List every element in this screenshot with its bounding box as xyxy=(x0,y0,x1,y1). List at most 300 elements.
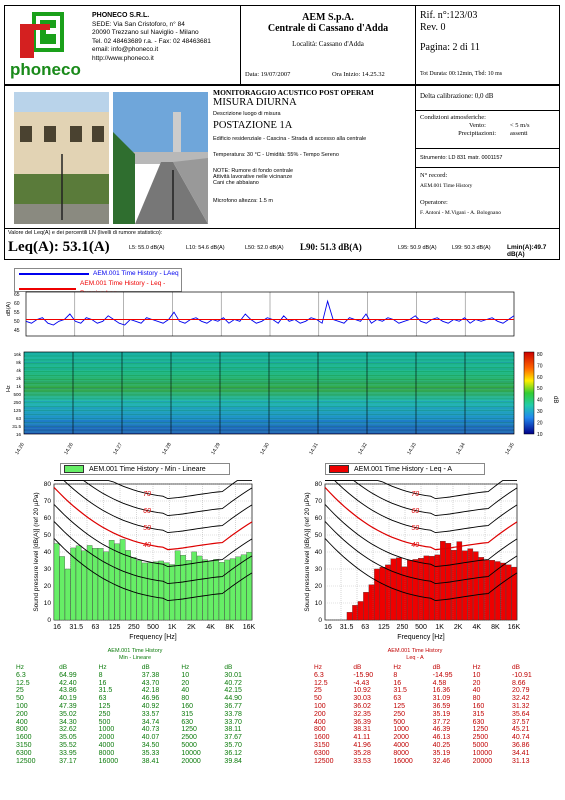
table-row xyxy=(312,719,550,727)
th-ylabel: dB(A) xyxy=(6,301,12,316)
spec-xtick: 14.32 xyxy=(357,442,369,456)
legend-min-lineare: AEM.001 Time History - Min - Lineare xyxy=(89,465,206,473)
contour-label: 70 xyxy=(411,490,420,498)
spectrum-bar xyxy=(473,552,478,620)
table-cell: 42.15 xyxy=(224,687,242,695)
spectrum-bar xyxy=(440,541,445,620)
colorbar-tick: 10 xyxy=(537,431,543,438)
table-cell: 63 xyxy=(393,695,402,703)
record-block xyxy=(420,171,472,191)
table-cell: 6300 xyxy=(16,749,32,757)
spec-ytick: 2k xyxy=(16,376,21,381)
spectrum-bar xyxy=(369,585,374,620)
survey-divider xyxy=(415,85,416,228)
table-cell: 125 xyxy=(393,702,405,710)
contour-label: 40 xyxy=(411,541,420,549)
spectrum-bar xyxy=(197,556,202,620)
colorbar-tick: 50 xyxy=(537,386,543,393)
colorbar-tick: 20 xyxy=(537,420,543,427)
table-cell: 4000 xyxy=(393,741,409,749)
table-header-cell: Hz xyxy=(472,664,481,671)
table-cell: 1250 xyxy=(472,726,489,734)
spectrum-bar xyxy=(159,561,164,620)
table-header-cell: dB xyxy=(224,664,233,671)
operator-label: Operatore: xyxy=(420,199,448,206)
survey-title-1: MONITORAGGIO ACUSTICO POST OPERAM xyxy=(213,88,374,97)
table-cell: 35.19 xyxy=(432,710,451,718)
table-cell: 400 xyxy=(16,718,28,726)
table-cell: 8 xyxy=(98,671,103,679)
table-cell: 37.17 xyxy=(59,757,77,765)
spec-xtick: 14.31 xyxy=(308,442,320,456)
spectrum-bar xyxy=(87,545,92,620)
rain-label: Precipitazioni: xyxy=(458,130,496,137)
start-time-label: Ora Inizio: 14.25.32 xyxy=(332,71,385,78)
table-cell: 47.39 xyxy=(59,702,77,710)
table-cell: 37.67 xyxy=(224,734,242,742)
leq-value: Leq(A): 53.1(A) xyxy=(8,239,110,255)
photo-building xyxy=(14,92,109,224)
table-cell: 200 xyxy=(16,710,28,718)
table-row xyxy=(312,672,550,680)
levels-caption: Valore del Leq(A) e dei percentili LN (livelli di rumore statistico): xyxy=(8,230,163,236)
table-cell: 33.53 xyxy=(353,757,371,765)
spec-ytick: 4k xyxy=(16,368,21,373)
table-cell: 38.11 xyxy=(224,726,242,734)
mic-height: Microfono altezza: 1.5 m xyxy=(213,198,273,204)
table-cell: 46.13 xyxy=(432,734,451,742)
table-row xyxy=(312,726,550,734)
doc-page: Pagina: 2 di 11 xyxy=(420,42,480,53)
table-cell: 6.3 xyxy=(314,671,324,679)
company-email: email: info@phoneco.it xyxy=(92,46,159,53)
table-left xyxy=(14,664,262,765)
table-cell: 10000 xyxy=(472,749,493,757)
spectrum-xtick: 8K xyxy=(225,624,235,631)
spectrum-ytick: 0 xyxy=(47,617,51,624)
spectrum-bar xyxy=(241,555,246,620)
table-cell: 36.39 xyxy=(353,718,371,726)
spectrum-bar xyxy=(468,549,473,620)
table-cell: 6300 xyxy=(314,749,330,757)
atmos-label: Condizioni atmosferiche: xyxy=(420,114,486,121)
table-row xyxy=(312,734,550,742)
table-right-title-2: Leq - A xyxy=(406,655,424,661)
spectrum-xtick: 4K xyxy=(206,624,215,631)
table-cell: 34.74 xyxy=(141,718,160,726)
table-row xyxy=(312,750,550,758)
operator-value: F. Antoni - M.Vigani - A. Bolognano xyxy=(420,210,501,216)
table-cell: 31.5 xyxy=(393,687,407,695)
table-left-title xyxy=(20,648,250,662)
table-cell: 8 xyxy=(393,671,398,679)
table-cell: 38.41 xyxy=(141,757,160,765)
table-cell: 20 xyxy=(181,679,190,687)
table-cell: 200 xyxy=(314,710,326,718)
spectrum-ytick: 30 xyxy=(314,566,322,573)
spectrum-ytick: 40 xyxy=(314,549,322,556)
th-ytick-2: 55 xyxy=(14,310,20,316)
company-phone: Tel. 02 48463689 r.a. - Fax: 02 48463681 xyxy=(92,37,211,45)
spectrum-ytick: 60 xyxy=(43,515,51,522)
table-cell: 37.57 xyxy=(511,718,530,726)
spectrum-bar xyxy=(120,539,125,620)
spectrum-bar xyxy=(407,560,412,620)
table-row xyxy=(14,758,262,766)
table-cell: 30.01 xyxy=(224,671,242,679)
table-cell: 46.39 xyxy=(432,726,451,734)
table-header-cell: dB xyxy=(432,664,441,671)
lmin-value: Lmin(A):49.7 dB(A) xyxy=(507,244,547,258)
spectrum-ytick: 30 xyxy=(43,566,51,573)
spectrum-bar xyxy=(501,563,506,620)
doc-info xyxy=(420,10,480,54)
table-cell: 8000 xyxy=(98,749,115,757)
colorbar-label: dB xyxy=(552,396,558,404)
spec-xtick: 14.26 xyxy=(14,442,26,456)
table-cell: 31.5 xyxy=(98,687,113,695)
table-cell: 40.73 xyxy=(141,726,160,734)
survey-details xyxy=(213,88,413,204)
table-header-row xyxy=(14,664,262,672)
spectrum-xtick: 500 xyxy=(415,624,427,631)
legend-running-leq: AEM.001 Time History - Leq - xyxy=(80,280,166,287)
table-cell: 38.31 xyxy=(353,726,371,734)
doc-rev: Rev. 0 xyxy=(420,22,446,33)
table-cell: 2000 xyxy=(393,734,409,742)
table-cell: 36.12 xyxy=(224,749,242,757)
table-cell: 41.11 xyxy=(353,734,371,742)
client-block xyxy=(241,12,415,48)
company-name: PHONECO S.R.L. xyxy=(92,12,150,19)
table-row xyxy=(14,726,262,734)
spectrum-ylabel: Sound pressure level [dB(A)] (ref 20 µPa) xyxy=(33,492,40,612)
table-cell: 1000 xyxy=(98,726,115,734)
l90-value: L90: 51.3 dB(A) xyxy=(300,242,362,252)
table-cell: 32.62 xyxy=(59,726,77,734)
contour-label: 70 xyxy=(143,490,151,498)
spectrum-xtick: 63 xyxy=(361,624,370,631)
spectrum-bar xyxy=(396,558,401,620)
spectrum-xtick: 2K xyxy=(187,624,196,631)
table-cell: 32.35 xyxy=(353,710,371,718)
spectrum-bar xyxy=(54,544,59,620)
table-cell: 33.95 xyxy=(59,749,77,757)
contour-label: 60 xyxy=(411,507,420,515)
table-cell: 160 xyxy=(181,702,193,710)
contour-label: 40 xyxy=(143,541,151,549)
colorbar-tick: 80 xyxy=(537,352,543,358)
table-row xyxy=(14,719,262,727)
contour-label: 60 xyxy=(143,507,151,515)
table-cell: 33.57 xyxy=(141,710,160,718)
table-cell: 37.72 xyxy=(432,718,451,726)
spectrum-bar xyxy=(435,555,440,620)
table-cell: 20000 xyxy=(181,757,201,765)
table-cell: 35.70 xyxy=(224,741,242,749)
th-ytick-4: 45 xyxy=(14,328,20,334)
spectrum-ytick: 80 xyxy=(314,481,322,488)
spectrum-xtick: 4K xyxy=(472,624,482,631)
spectrum-ytick: 20 xyxy=(314,583,322,590)
table-cell: 37.38 xyxy=(141,671,160,679)
table-cell: 125 xyxy=(98,702,111,710)
spectrum-bar xyxy=(164,563,169,620)
table-row xyxy=(312,742,550,750)
table-row xyxy=(14,695,262,703)
table-cell: 630 xyxy=(472,718,485,726)
table-row xyxy=(312,687,550,695)
right-divider-2 xyxy=(415,148,560,149)
spectrum-bar xyxy=(451,550,456,620)
spectrum-ytick: 50 xyxy=(314,532,322,539)
spectrum-bar xyxy=(358,601,363,620)
table-cell: 12.5 xyxy=(314,679,328,687)
spec-ytick: 250 xyxy=(13,400,21,405)
spectrum-ytick: 10 xyxy=(314,600,322,607)
table-cell: 25 xyxy=(314,687,322,695)
table-cell: 44.90 xyxy=(224,695,242,703)
spectrum-bar xyxy=(413,559,418,620)
spec-xtick: 14.29 xyxy=(210,442,222,456)
table-right-title-1: AEM.001 Time History xyxy=(387,648,443,654)
weather-desc: Temperatura: 30 °C - Umidità: 55% - Tempo Sereno xyxy=(213,152,339,158)
table-cell: 12500 xyxy=(16,757,36,765)
table-cell: 46.96 xyxy=(141,695,160,703)
spectrum-bar xyxy=(347,612,352,620)
table-header-row xyxy=(312,664,550,672)
spectrum-right-legend xyxy=(325,463,485,475)
colorbar-tick: 60 xyxy=(537,374,543,381)
spectrum-bar xyxy=(192,552,197,620)
table-cell: 250 xyxy=(393,710,405,718)
spec-xtick: 14.27 xyxy=(112,442,124,456)
spectrum-ytick: 10 xyxy=(43,600,51,607)
table-header-cell: Hz xyxy=(181,664,190,671)
spectrum-ytick: 70 xyxy=(43,498,51,505)
spectrum-bar xyxy=(208,561,213,620)
company-address-2: 20090 Trezzano sul Naviglio - Milano xyxy=(92,29,199,36)
table-cell: 33.70 xyxy=(224,718,242,726)
table-header-cell: dB xyxy=(141,664,150,671)
table-cell: 40.74 xyxy=(511,734,530,742)
table-row xyxy=(14,742,262,750)
table-cell: 80 xyxy=(181,695,190,703)
table-cell: 6.3 xyxy=(16,671,26,679)
l5-value: L5: 55.0 dB(A) xyxy=(129,245,165,251)
table-cell: 12.5 xyxy=(16,679,30,687)
table-cell: 40 xyxy=(472,687,481,695)
table-row xyxy=(14,687,262,695)
table-cell: 5000 xyxy=(472,741,489,749)
table-cell: 43.70 xyxy=(141,679,160,687)
table-cell: 10 xyxy=(472,671,481,679)
table-cell: 34.41 xyxy=(511,749,530,757)
spectrum-bar xyxy=(170,565,175,620)
spectrum-bar xyxy=(148,563,153,620)
l10-value: L10: 54.6 dB(A) xyxy=(186,245,225,251)
table-header-cell: dB xyxy=(511,664,520,671)
table-cell: 100 xyxy=(314,702,326,710)
spectrum-bar xyxy=(186,560,191,620)
table-cell: 35.28 xyxy=(353,749,371,757)
th-ytick-1: 60 xyxy=(14,301,20,307)
table-cell: 31.09 xyxy=(432,695,451,703)
table-cell: 16 xyxy=(393,679,402,687)
table-cell: 35.19 xyxy=(432,749,451,757)
spectrum-right-chart xyxy=(285,478,555,648)
table-cell: 42.18 xyxy=(141,687,160,695)
table-cell: 40.72 xyxy=(224,679,242,687)
note-3: Cani che abbaiano xyxy=(213,180,259,186)
table-cell: 36.77 xyxy=(224,702,242,710)
spectrum-xlabel: Frequency [Hz] xyxy=(129,634,177,641)
spectrum-xtick: 16K xyxy=(507,624,521,631)
levels-divider xyxy=(4,228,560,229)
spectrum-xtick: 2K xyxy=(453,624,463,631)
table-cell: 32.46 xyxy=(432,757,451,765)
operator-block xyxy=(420,198,501,218)
table-cell: 315 xyxy=(472,710,485,718)
table-cell: 25 xyxy=(16,687,24,695)
table-cell: 4.58 xyxy=(432,679,447,687)
table-row xyxy=(14,750,262,758)
colorbar-tick: 30 xyxy=(537,409,543,415)
spectrum-ytick: 50 xyxy=(43,532,51,539)
spec-ytick: 63 xyxy=(15,416,21,421)
client-locality: Località: Cassano d'Adda xyxy=(292,40,364,48)
company-info xyxy=(92,12,211,63)
table-cell: 20.79 xyxy=(511,687,530,695)
legend-swatch-green xyxy=(64,465,84,473)
table-cell: 1600 xyxy=(16,734,32,742)
table-cell: 315 xyxy=(181,710,193,718)
table-header-cell: dB xyxy=(353,664,362,671)
rain-value: assenti xyxy=(510,130,528,137)
spectrum-bar xyxy=(214,559,219,620)
table-cell: 31.13 xyxy=(511,757,530,765)
table-cell: 630 xyxy=(181,718,193,726)
table-cell: 35.52 xyxy=(59,741,77,749)
spec-xtick: 14.26 xyxy=(63,442,75,456)
doc-ref: Rif. n°:123/03 xyxy=(420,10,478,21)
table-cell: 50 xyxy=(16,695,24,703)
spectrum-xtick: 8K xyxy=(491,624,500,631)
table-row xyxy=(312,711,550,719)
legend-swatch-red xyxy=(329,465,349,473)
table-header-cell: Hz xyxy=(393,664,402,671)
spec-ytick: 125 xyxy=(13,408,21,413)
company-address-1: SEDE: Via San Cristoforo, n° 84 xyxy=(92,20,185,28)
table-cell: 400 xyxy=(314,718,326,726)
table-cell: 34.30 xyxy=(59,718,77,726)
table-cell: 250 xyxy=(98,710,111,718)
company-web: http://www.phoneco.it xyxy=(92,54,154,62)
table-cell: 32.42 xyxy=(511,695,530,703)
logo-wordmark: phoneco xyxy=(10,60,81,79)
table-right-title xyxy=(300,648,530,662)
spectrum-bar xyxy=(115,544,120,620)
table-cell: 40.07 xyxy=(141,734,160,742)
legend-leq-a: AEM.001 Time History - Leq - A xyxy=(354,465,453,473)
wind-label: Vento: xyxy=(469,122,486,129)
spectrum-ytick: 60 xyxy=(314,515,322,522)
l50-value: L50: 52.0 dB(A) xyxy=(245,245,284,251)
table-cell: 2500 xyxy=(181,734,197,742)
table-cell: 31.32 xyxy=(511,702,530,710)
spectrum-left-chart xyxy=(4,478,264,648)
table-row xyxy=(312,758,550,766)
table-cell: 16.36 xyxy=(432,687,451,695)
table-cell: 800 xyxy=(314,726,326,734)
note-1: NOTE: Rumore di fondo centrale xyxy=(213,168,294,174)
spectrum-bar xyxy=(60,556,65,620)
th-ytick-0: 65 xyxy=(14,292,20,298)
site-desc: Edificio residenziale - Cascina - Strada di accesso alla centrale xyxy=(213,136,367,142)
table-cell: 40.25 xyxy=(432,741,451,749)
table-header-cell: dB xyxy=(59,664,68,671)
table-cell: 36.02 xyxy=(353,702,371,710)
table-cell: 2500 xyxy=(472,734,489,742)
spectrum-xtick: 16K xyxy=(242,624,256,631)
spectrum-bar xyxy=(76,546,81,620)
table-cell: 33.78 xyxy=(224,710,242,718)
table-cell: 20000 xyxy=(472,757,493,765)
table-row xyxy=(14,734,262,742)
table-cell: 35.05 xyxy=(59,734,77,742)
table-cell: 1000 xyxy=(393,726,409,734)
table-cell: -4.43 xyxy=(353,679,370,687)
survey-title-2: MISURA DIURNA xyxy=(213,97,297,108)
table-cell: 500 xyxy=(393,718,405,726)
spectrum-bar xyxy=(479,557,484,620)
table-row xyxy=(14,703,262,711)
spectrum-xtick: 500 xyxy=(147,624,159,631)
table-cell: 34.50 xyxy=(141,741,160,749)
table-cell: 800 xyxy=(16,726,28,734)
instrument-label: Strumento: LD 831 matr. 0001157 xyxy=(420,155,503,161)
table-cell: 8.66 xyxy=(511,679,526,687)
spectrum-xtick: 16 xyxy=(53,624,61,631)
table-cell: 42.40 xyxy=(59,679,77,687)
table-cell: 160 xyxy=(472,702,485,710)
spectrum-bar xyxy=(363,592,368,620)
spec-ytick: 500 xyxy=(13,392,21,397)
spectrum-left-legend xyxy=(60,463,230,475)
table-cell: 3150 xyxy=(16,741,32,749)
table-cell: 20 xyxy=(472,679,481,687)
spectrum-xtick: 250 xyxy=(127,624,140,631)
spectrum-xtick: 16 xyxy=(324,624,332,631)
spectrum-bar xyxy=(137,560,142,620)
spectrum-bar xyxy=(380,567,385,620)
spectrum-ytick: 70 xyxy=(314,498,322,505)
client-site: Centrale di Cassano d'Adda xyxy=(267,23,389,34)
right-info xyxy=(420,92,558,100)
table-row xyxy=(14,711,262,719)
atmos-block xyxy=(420,114,558,138)
table-cell: 10.92 xyxy=(353,687,371,695)
colorbar-tick: 70 xyxy=(537,363,543,370)
table-cell: 36.59 xyxy=(432,702,451,710)
contour-label: 50 xyxy=(411,524,420,532)
table-cell: -14.95 xyxy=(432,671,453,679)
spectrum-bar xyxy=(93,548,98,620)
spectrum-bar xyxy=(153,562,158,620)
table-cell: -10.91 xyxy=(511,671,532,679)
spectrum-bar xyxy=(374,569,379,620)
table-cell: 8000 xyxy=(393,749,409,757)
